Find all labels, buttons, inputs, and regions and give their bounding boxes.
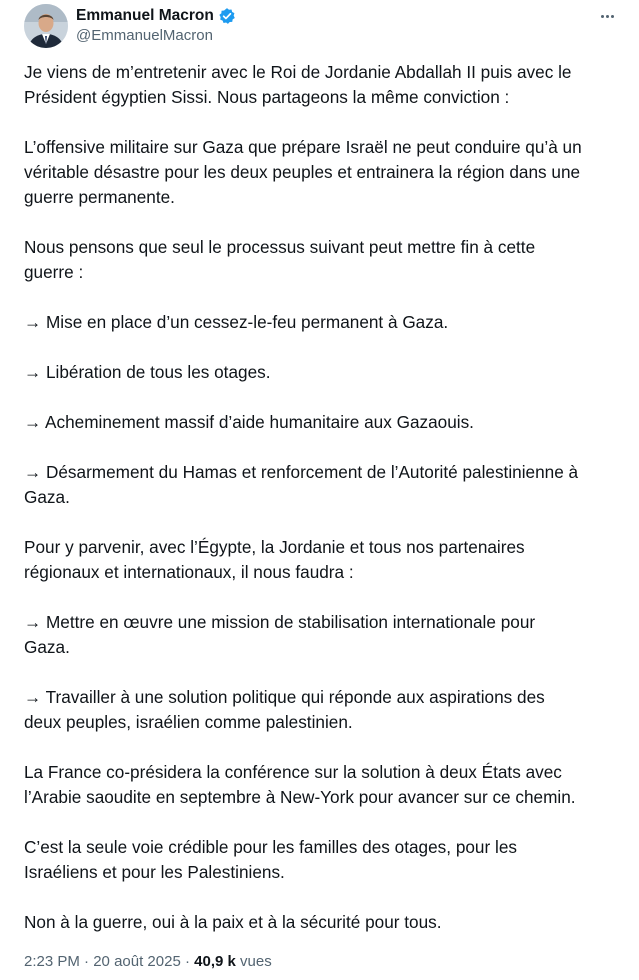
paragraph: Non à la guerre, oui à la paix et à la sécurité pour tous. [24,912,442,932]
paragraph: Je viens de m’entretenir avec le Roi de Jordanie Abdallah II puis avec le Président égyptien Sissi. Nous partageons la même conviction : [24,62,572,107]
more-options-icon[interactable] [595,8,619,24]
paragraph: La France co-présidera la conférence sur la solution à deux États avec l’Arabie saoudite en septembre à New-York pour avancer sur ce chemin. [24,762,576,807]
display-name-row [76,5,236,26]
views-count[interactable]: 40,9 k [194,953,236,970]
timestamp-date[interactable]: 20 août 2025 [93,953,181,970]
paragraph: → Acheminement massif d’aide humanitaire aux Gazaouis. [24,412,474,432]
paragraph: C’est la seule voie crédible pour les familles des otages, pour les Israéliens et pour les Palestiniens. [24,837,517,882]
tweet-text [24,60,624,935]
timestamp-time[interactable]: 2:23 PM [24,953,80,970]
display-name[interactable]: Emmanuel Macron [76,6,214,24]
meta-separator: · [180,953,195,970]
verified-badge-icon[interactable] [218,7,236,25]
meta-separator: · [79,953,94,970]
paragraph: Pour y parvenir, avec l’Égypte, la Jordanie et tous nos partenaires régionaux et internationaux, il nous faudra : [24,537,525,582]
paragraph: → Mise en place d’un cessez-le-feu permanent à Gaza. [24,312,449,332]
views-label: vues [240,953,272,970]
paragraph: L’offensive militaire sur Gaza que prépare Israël ne peut conduire qu’à un véritable désastre pour les deux peuples et entrainera la région dans une guerre permanente. [24,137,582,207]
paragraph: → Travailler à une solution politique qui réponde aux aspirations des deux peuples, israélien comme palestinien. [24,687,545,732]
paragraph: Nous pensons que seul le processus suivant peut mettre fin à cette guerre : [24,237,536,282]
tweet-meta [24,953,272,970]
avatar[interactable] [24,4,68,48]
author-names [76,5,236,44]
paragraph: → Mettre en œuvre une mission de stabilisation internationale pour Gaza. [24,612,536,657]
paragraph: → Libération de tous les otages. [24,362,271,382]
paragraph: → Désarmement du Hamas et renforcement de l’Autorité palestinienne à Gaza. [24,462,579,507]
handle[interactable]: @EmmanuelMacron [76,27,213,44]
tweet-header [24,4,619,48]
